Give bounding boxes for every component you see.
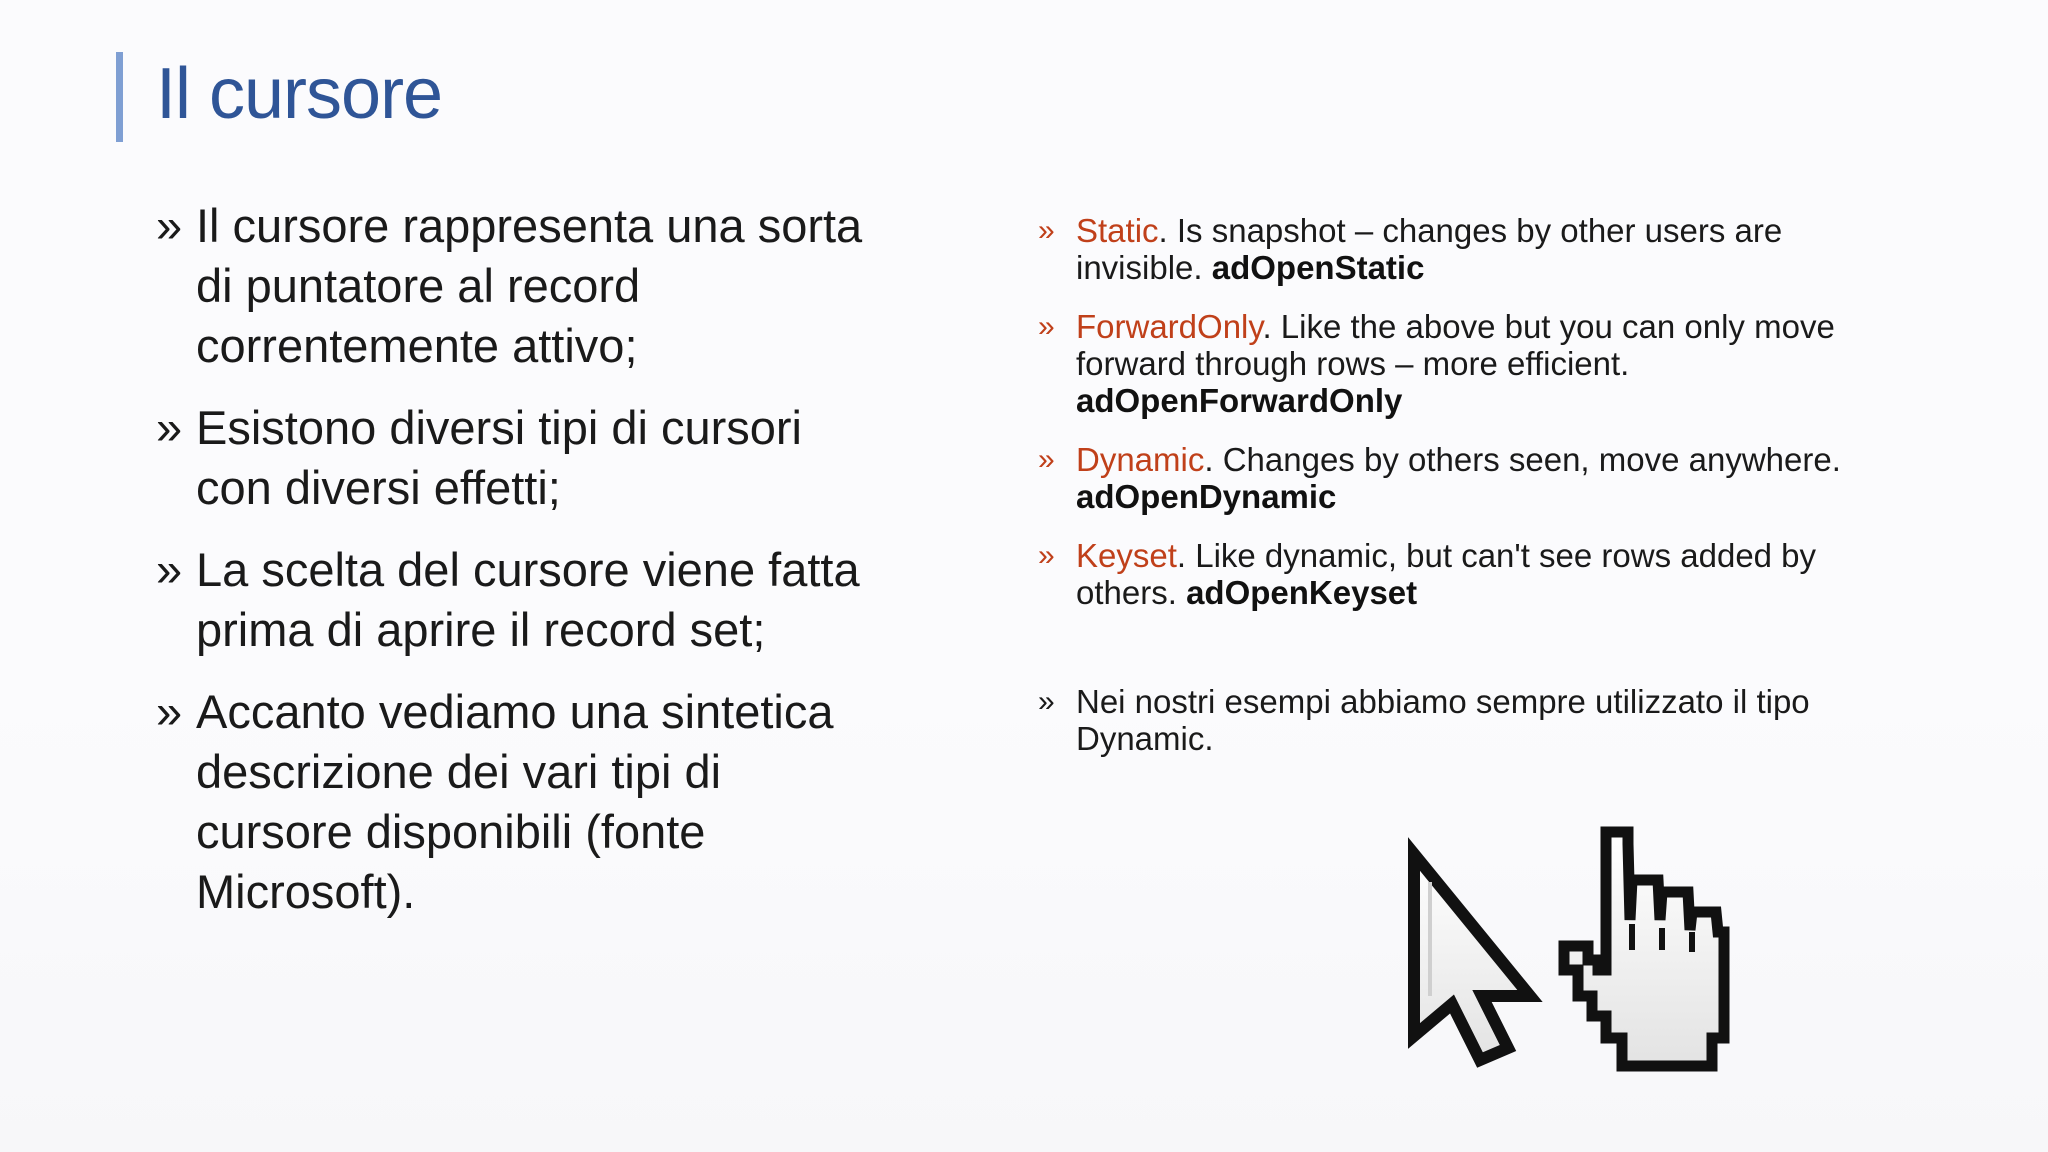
- bullet-icon: »: [156, 199, 183, 252]
- note-item: [1036, 683, 1856, 757]
- cursor-type-forwardonly: [1036, 308, 1856, 419]
- left-bullet-text: Il cursore rappresenta una sorta di puntatore al record correntemente attivo;: [196, 199, 863, 372]
- cursor-type-keyword: Dynamic: [1076, 441, 1205, 478]
- left-bullet-item: [156, 196, 876, 376]
- cursor-type-dynamic: [1036, 441, 1856, 515]
- cursor-illustration: [1400, 820, 1780, 1100]
- bullet-icon: »: [1038, 539, 1055, 572]
- bullet-icon: »: [156, 401, 183, 454]
- left-bullet-item: [156, 398, 876, 518]
- bullet-icon: »: [1038, 310, 1055, 343]
- left-bullet-item: [156, 682, 876, 922]
- slide-title: Il cursore: [156, 54, 443, 134]
- left-bullet-text: Esistono diversi tipi di cursori con diversi effetti;: [196, 401, 802, 514]
- left-bullet-item: [156, 540, 876, 660]
- cursor-types-list: [1036, 212, 1856, 779]
- note-text: Nei nostri esempi abbiamo sempre utilizzato il tipo Dynamic.: [1076, 683, 1810, 757]
- cursor-type-constant: adOpenDynamic: [1076, 478, 1337, 515]
- cursor-type-description: . Is snapshot – changes by other users are invisible.: [1076, 212, 1783, 286]
- arrow-cursor-icon: [1414, 854, 1530, 1060]
- bullet-icon: »: [1038, 685, 1055, 718]
- left-bullet-text: La scelta del cursore viene fatta prima di aprire il record set;: [196, 543, 860, 656]
- cursor-type-description: . Changes by others seen, move anywhere.: [1204, 441, 1841, 478]
- bullet-icon: »: [156, 685, 183, 738]
- cursor-type-constant: adOpenKeyset: [1186, 574, 1418, 611]
- title-accent-bar: [116, 52, 123, 142]
- bullet-icon: »: [1038, 214, 1055, 247]
- cursor-type-constant: adOpenStatic: [1211, 249, 1425, 286]
- cursor-type-keyword: Static: [1076, 212, 1159, 249]
- cursor-type-static: [1036, 212, 1856, 286]
- cursor-type-constant: adOpenForwardOnly: [1076, 382, 1403, 419]
- cursor-type-keyword: Keyset: [1076, 537, 1177, 574]
- cursor-type-keyword: ForwardOnly: [1076, 308, 1263, 345]
- left-bullet-text: Accanto vediamo una sintetica descrizione dei vari tipi di cursore disponibili (fonte Microsoft).: [196, 685, 834, 918]
- cursor-type-description: . Like dynamic, but can't see rows added by others.: [1076, 537, 1817, 611]
- cursor-type-description: . Like the above but you can only move forward through rows – more efficient.: [1076, 308, 1835, 382]
- cursor-type-keyset: [1036, 537, 1856, 611]
- bullet-icon: »: [156, 543, 183, 596]
- bullet-icon: »: [1038, 443, 1055, 476]
- hand-pointer-icon: [1564, 832, 1724, 1066]
- left-bullet-list: [156, 196, 876, 944]
